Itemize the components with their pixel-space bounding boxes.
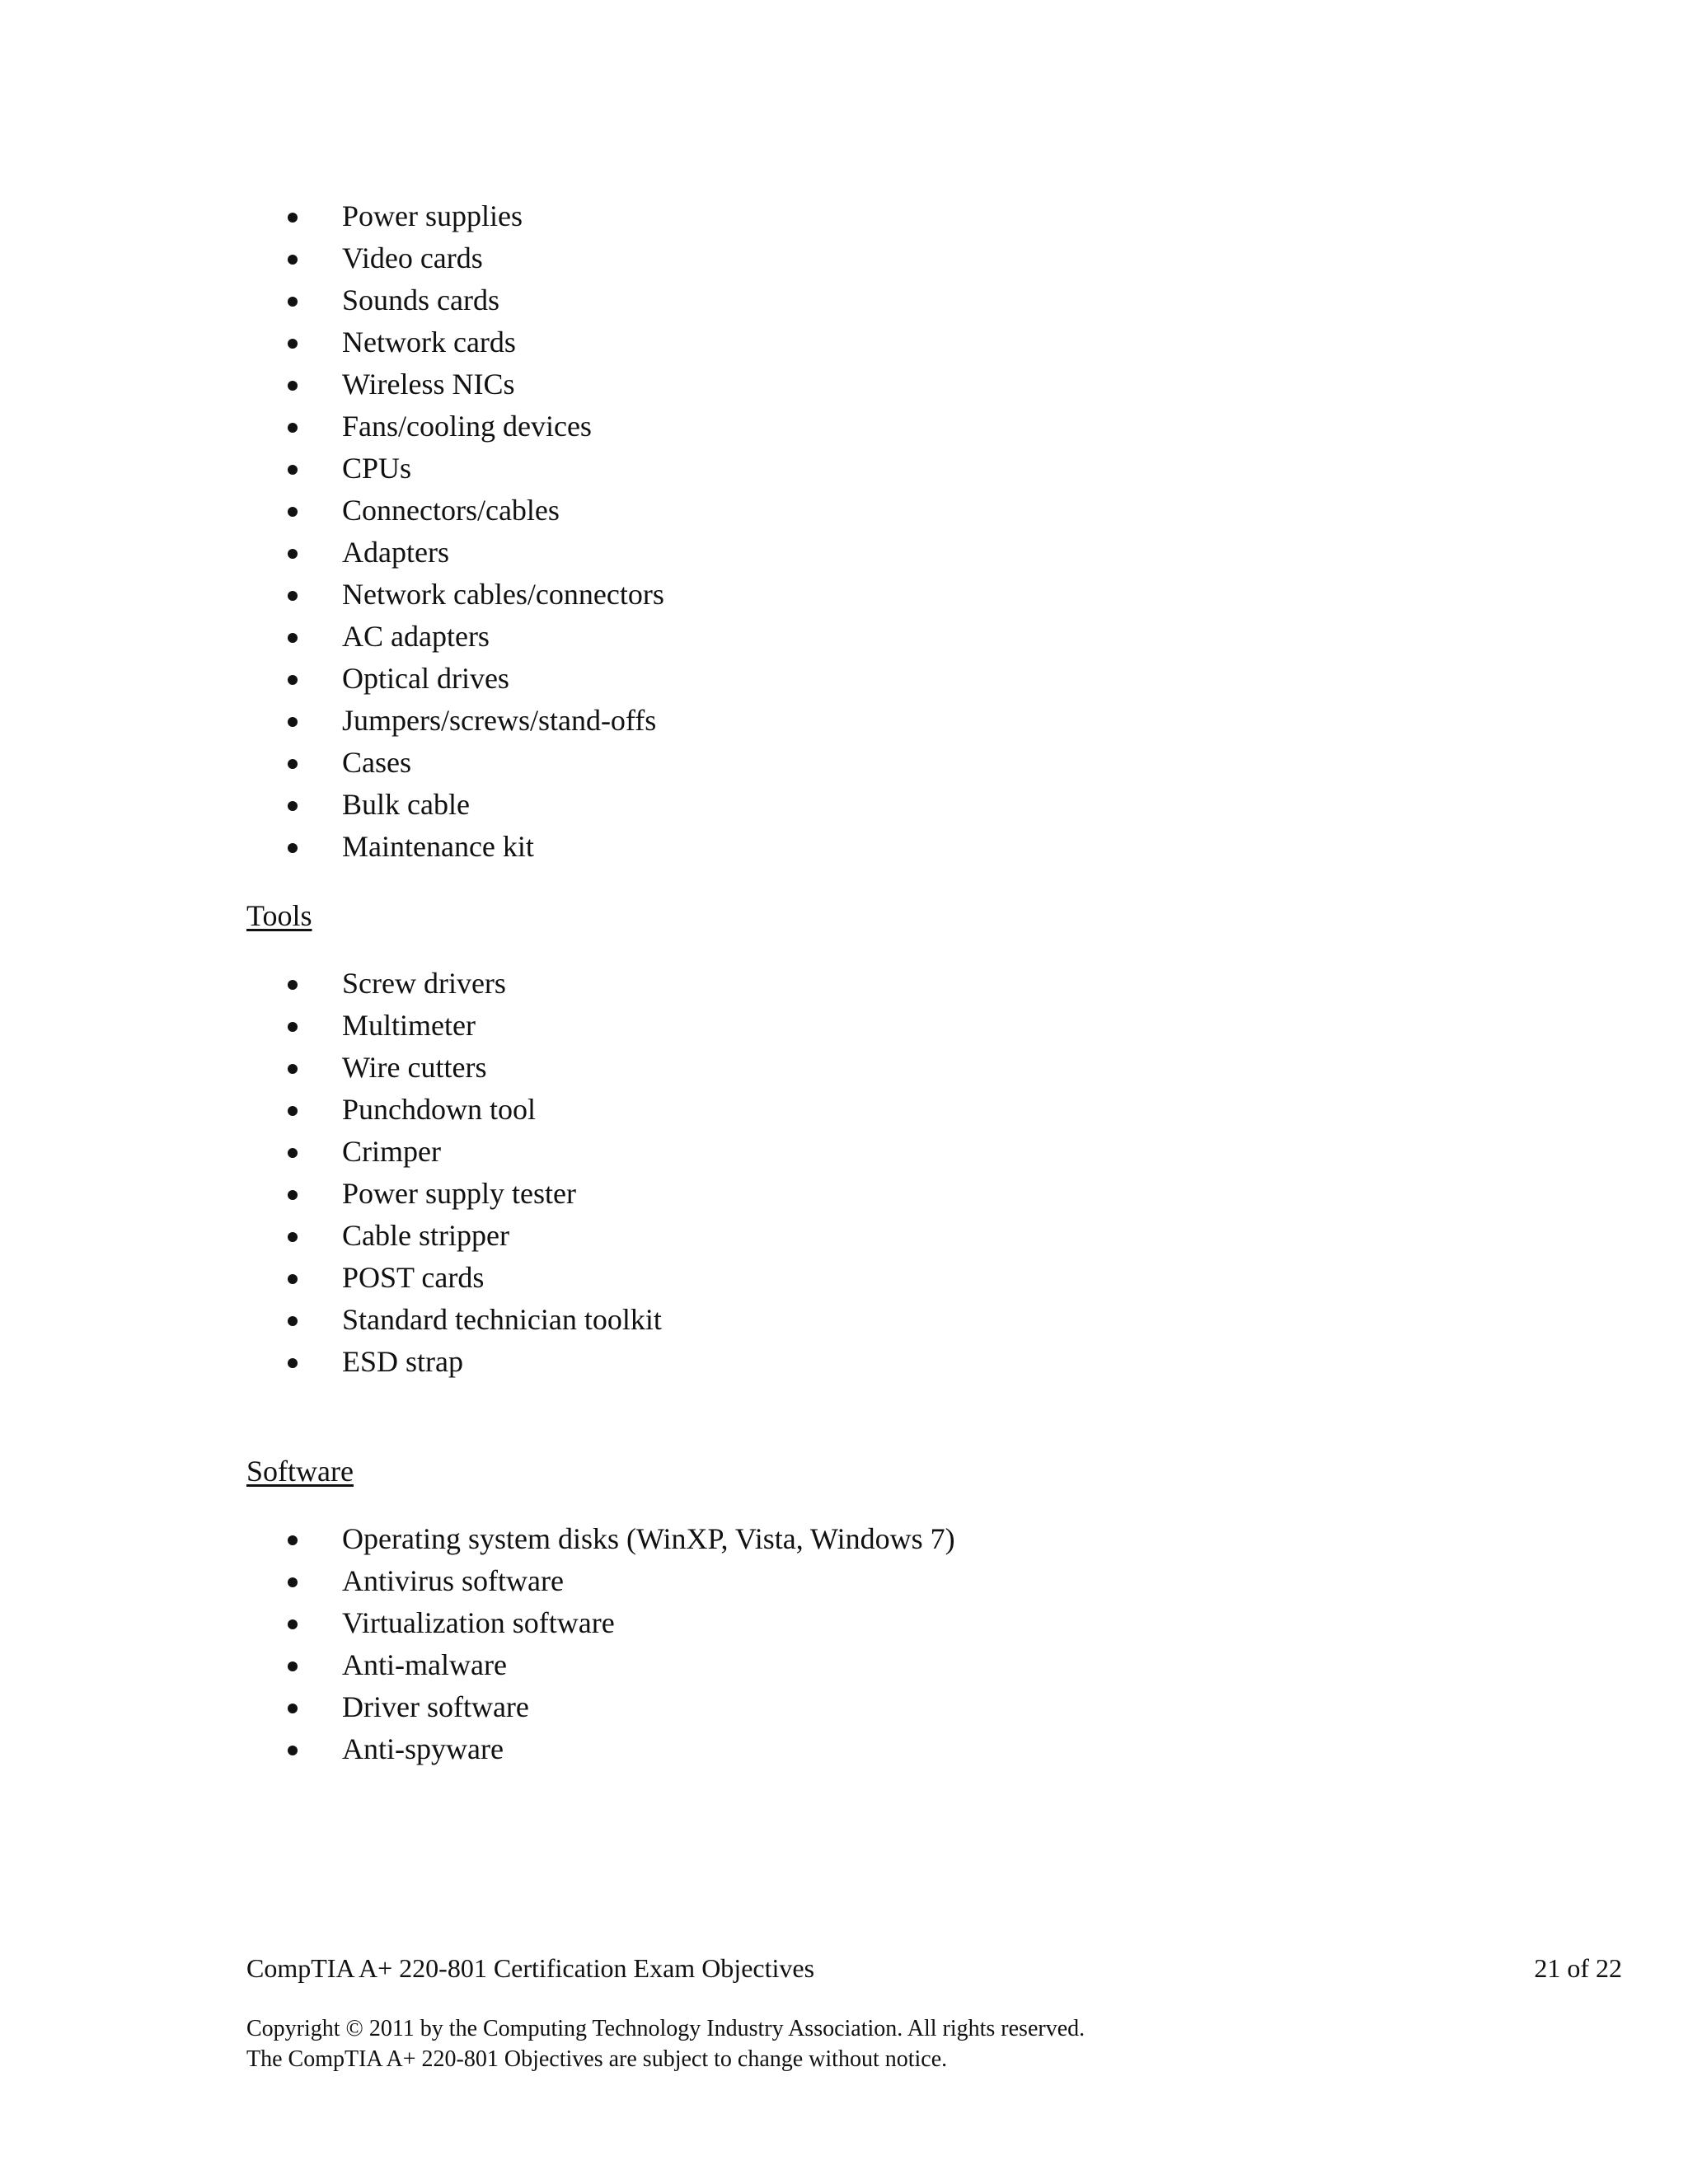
bullet-icon xyxy=(288,759,298,769)
list-item-text: Video cards xyxy=(342,241,483,274)
bullet-icon xyxy=(288,213,298,223)
list-item-text: Network cables/connectors xyxy=(342,578,664,611)
list-item-text: Power supplies xyxy=(342,199,523,232)
list-item-text: Punchdown tool xyxy=(342,1093,537,1126)
list-item-text: Jumpers/screws/stand-offs xyxy=(342,704,657,737)
bullet-icon xyxy=(288,1316,298,1326)
bullet-icon xyxy=(288,465,298,475)
tools-heading: Tools xyxy=(246,899,312,932)
bullet-icon xyxy=(288,1619,298,1629)
bullet-icon xyxy=(288,507,298,517)
bullet-icon xyxy=(288,339,298,349)
bullet-icon xyxy=(288,1358,298,1368)
list-item-text: Anti-malware xyxy=(342,1648,507,1681)
copyright-notice: Copyright © 2011 by the Computing Technology Industry Association. All rights reserved. xyxy=(246,2016,1085,2041)
list-item-text: Driver software xyxy=(342,1690,529,1723)
bullet-icon xyxy=(288,1232,298,1242)
bullet-icon xyxy=(288,843,298,853)
change-notice: The CompTIA A+ 220-801 Objectives are subject to change without notice. xyxy=(246,2046,948,2072)
bullet-icon xyxy=(288,297,298,307)
bullet-icon xyxy=(288,1064,298,1074)
bullet-icon xyxy=(288,980,298,990)
list-item-text: Antivirus software xyxy=(342,1564,564,1597)
bullet-icon xyxy=(288,717,298,727)
footer-page-number: 21 of 22 xyxy=(1534,1953,1622,1983)
bullet-icon xyxy=(288,591,298,601)
software-heading: Software xyxy=(246,1455,354,1488)
bullet-icon xyxy=(288,1661,298,1671)
list-item-text: Screw drivers xyxy=(342,967,506,1000)
bullet-icon xyxy=(288,1190,298,1200)
list-item-text: Sounds cards xyxy=(342,284,499,316)
bullet-icon xyxy=(288,1022,298,1032)
list-item-text: Fans/cooling devices xyxy=(342,410,592,443)
list-item-text: Adapters xyxy=(342,536,449,569)
list-item-text: CPUs xyxy=(342,452,412,485)
list-item-text: Wire cutters xyxy=(342,1051,487,1084)
bullet-icon xyxy=(288,381,298,391)
list-item-text: Standard technician toolkit xyxy=(342,1303,662,1336)
bullet-icon xyxy=(288,801,298,811)
list-item-text: Anti-spyware xyxy=(342,1732,504,1765)
bullet-icon xyxy=(288,1274,298,1284)
list-item-text: Cases xyxy=(342,746,411,779)
bullet-icon xyxy=(288,1746,298,1755)
bullet-icon xyxy=(288,1148,298,1158)
list-item-text: Wireless NICs xyxy=(342,368,515,401)
list-item-text: Connectors/cables xyxy=(342,494,560,527)
list-item-text: Power supply tester xyxy=(342,1177,576,1210)
list-item-text: POST cards xyxy=(342,1261,485,1294)
list-item-text: Multimeter xyxy=(342,1009,476,1042)
bullet-icon xyxy=(288,255,298,265)
list-item-text: Maintenance kit xyxy=(342,830,534,863)
list-item-text: Operating system disks (WinXP, Vista, Windows 7) xyxy=(342,1522,955,1555)
bullet-icon xyxy=(288,549,298,559)
bullet-icon xyxy=(288,675,298,685)
list-item-text: AC adapters xyxy=(342,620,490,653)
bullet-icon xyxy=(288,633,298,643)
bullet-icon xyxy=(288,1535,298,1545)
list-item-text: Optical drives xyxy=(342,662,509,695)
footer-document-title: CompTIA A+ 220-801 Certification Exam Objectives xyxy=(246,1953,815,1983)
bullet-icon xyxy=(288,1704,298,1713)
list-item-text: Bulk cable xyxy=(342,788,470,821)
list-item-text: Cable stripper xyxy=(342,1219,509,1252)
list-item-text: Network cards xyxy=(342,326,516,359)
bullet-icon xyxy=(288,423,298,433)
list-item-text: Virtualization software xyxy=(342,1606,615,1639)
list-item-text: ESD strap xyxy=(342,1345,463,1378)
bullet-icon xyxy=(288,1106,298,1116)
bullet-icon xyxy=(288,1577,298,1587)
list-item-text: Crimper xyxy=(342,1135,441,1168)
